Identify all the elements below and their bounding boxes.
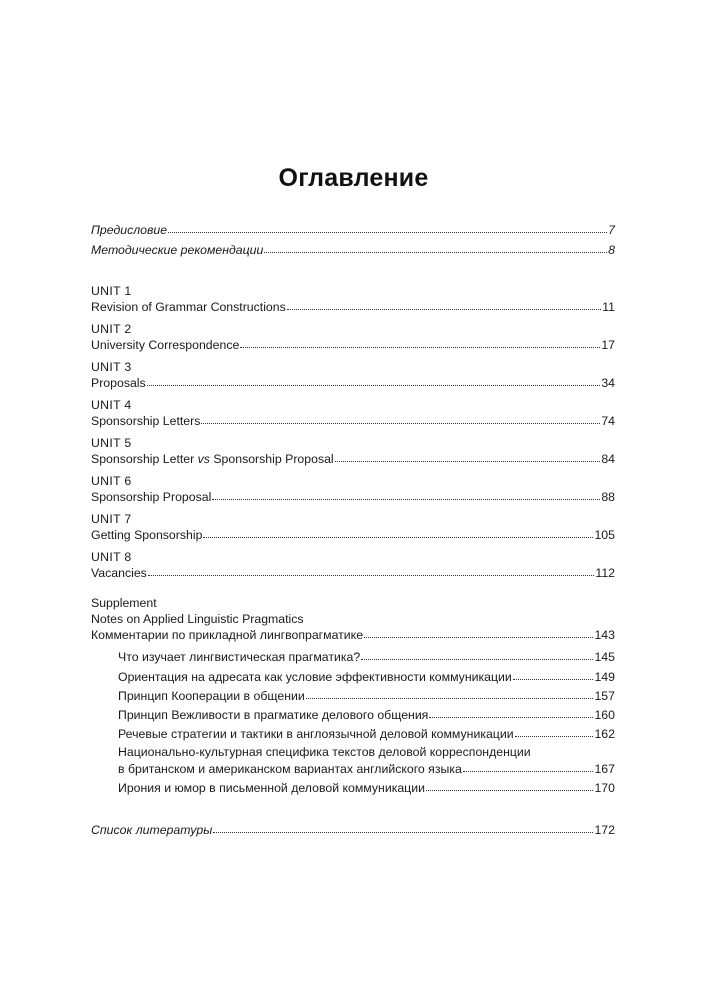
leader-dots (240, 346, 600, 348)
toc-entry-label: Sponsorship Proposal (91, 490, 212, 504)
unit-heading: UNIT 8 (91, 550, 132, 564)
unit-heading: UNIT 4 (91, 398, 132, 412)
toc-entry-supplement[interactable] (91, 627, 615, 643)
supplement-heading: Supplement (91, 596, 157, 610)
toc-entry-label: Getting Sponsorship (91, 528, 203, 542)
toc-entry-label: Список литературы (91, 823, 213, 837)
unit-heading: UNIT 6 (91, 474, 132, 488)
leader-dots (426, 789, 594, 791)
leader-dots (306, 697, 594, 699)
leader-dots (287, 308, 601, 310)
toc-entry-label: Что изучает лингвистическая прагматика? (118, 650, 361, 664)
toc-entry-unit-3[interactable] (91, 375, 615, 391)
toc-page-number: 105 (594, 528, 615, 542)
toc-entry-label: Revision of Grammar Constructions (91, 300, 286, 314)
leader-dots (429, 716, 593, 718)
toc-entry-unit-4[interactable] (91, 413, 615, 429)
toc-page-number: 167 (594, 762, 615, 776)
toc-page-number: 11 (602, 300, 615, 314)
leader-dots (201, 422, 600, 424)
toc-subentry[interactable] (118, 707, 615, 723)
leader-dots (264, 251, 607, 253)
leader-dots (147, 384, 601, 386)
toc-entry-label: в британском и американском вариантах английского языка (118, 762, 462, 776)
leader-dots (148, 574, 595, 576)
toc-page-number: 34 (601, 376, 615, 390)
toc-page-number: 143 (594, 628, 615, 642)
toc-subentry[interactable] (118, 761, 615, 777)
supplement-subheading: Notes on Applied Linguistic Pragmatics (91, 612, 304, 626)
leader-dots (212, 498, 600, 500)
toc-page-number: 149 (594, 670, 615, 684)
leader-dots (515, 735, 594, 737)
toc-entry-preface[interactable] (91, 222, 615, 238)
toc-entry-unit-8[interactable] (91, 565, 615, 581)
toc-subentry[interactable] (118, 669, 615, 685)
toc-entry-label: Ирония и юмор в письменной деловой коммуникации (118, 781, 425, 795)
toc-entry-unit-1[interactable] (91, 299, 615, 315)
toc-entry-label: Proposals (91, 376, 146, 390)
leader-dots (361, 658, 593, 660)
toc-subentry[interactable] (118, 649, 615, 665)
toc-page-number: 162 (594, 727, 615, 741)
toc-entry-label: Предисловие (91, 223, 168, 237)
toc-entry-label (91, 451, 334, 467)
unit-heading: UNIT 7 (91, 512, 132, 526)
toc-page-number: 160 (594, 708, 615, 722)
toc-subentry-line1: Национально-культурная специфика текстов деловой корреспонденции (118, 745, 531, 759)
toc-page-number: 74 (601, 414, 615, 428)
toc-entry-unit-5[interactable] (91, 451, 615, 467)
toc-page-number: 7 (608, 223, 615, 237)
toc-subentry[interactable] (118, 780, 615, 796)
unit-heading: UNIT 3 (91, 360, 132, 374)
toc-entry-label: Ориентация на адресата как условие эффективности коммуникации (118, 670, 512, 684)
toc-entry-label: Комментарии по прикладной лингвопрагматике (91, 628, 364, 642)
leader-dots (335, 460, 601, 462)
title-part: Sponsorship Letter (91, 452, 198, 466)
toc-entry-label: Sponsorship Letters (91, 414, 201, 428)
toc-entry-guidelines[interactable] (91, 242, 615, 258)
toc-page-number: 8 (608, 243, 615, 257)
toc-subentry[interactable] (118, 726, 615, 742)
toc-page-number: 172 (594, 823, 615, 837)
toc-entry-label: Речевые стратегии и тактики в англоязычной деловой коммуникации (118, 727, 514, 741)
toc-entry-label: University Correspondence (91, 338, 240, 352)
toc-entry-unit-6[interactable] (91, 489, 615, 505)
title-vs: vs (197, 452, 210, 466)
leader-dots (513, 678, 594, 680)
toc-page-number: 88 (601, 490, 615, 504)
toc-subentry[interactable] (118, 688, 615, 704)
toc-page-number: 170 (594, 781, 615, 795)
leader-dots (168, 231, 607, 233)
page-title: Оглавление (278, 164, 429, 192)
leader-dots (463, 770, 594, 772)
toc-entry-label: Принцип Кооперации в общении (118, 689, 305, 703)
toc-entry-unit-7[interactable] (91, 527, 615, 543)
toc-page-number: 17 (601, 338, 615, 352)
leader-dots (213, 831, 593, 833)
toc-entry-label: Принцип Вежливости в прагматике делового общения (118, 708, 429, 722)
toc-page-number: 157 (594, 689, 615, 703)
unit-heading: UNIT 2 (91, 322, 132, 336)
toc-entry-label: Методические рекомендации (91, 243, 264, 257)
toc-entry-bibliography[interactable] (91, 822, 615, 838)
toc-page-number: 145 (594, 650, 615, 664)
leader-dots (364, 636, 593, 638)
toc-entry-label: Vacancies (91, 566, 147, 580)
toc-entry-unit-2[interactable] (91, 337, 615, 353)
toc-page-number: 112 (595, 566, 615, 580)
leader-dots (203, 536, 593, 538)
unit-heading: UNIT 5 (91, 436, 132, 450)
toc-page-number: 84 (601, 452, 615, 466)
unit-heading: UNIT 1 (91, 284, 132, 298)
title-part: Sponsorship Proposal (209, 452, 334, 466)
